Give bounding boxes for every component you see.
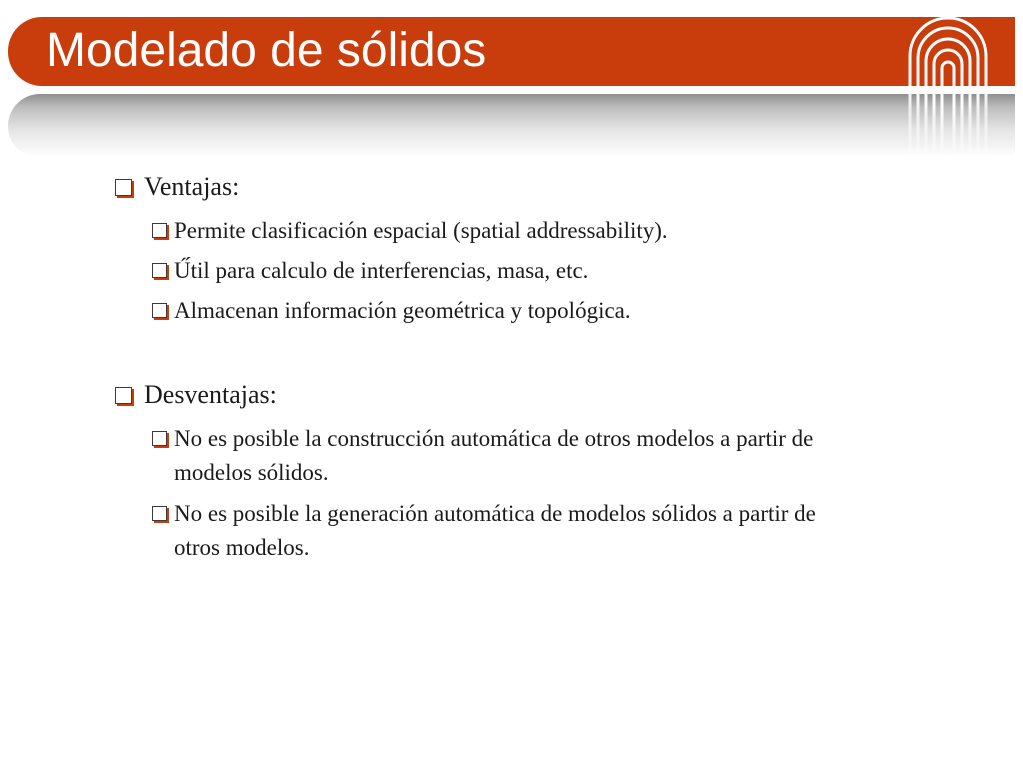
square-bullet-icon [115,387,132,404]
square-bullet-icon [152,431,167,446]
list-item-text: modelos sólidos. [174,460,329,485]
list-item-text: Ú́til para calculo de interferencias, masa, etc. [174,258,589,283]
square-bullet-icon [152,303,167,318]
square-bullet-icon [152,506,167,521]
university-arches-logo [904,14,992,164]
list-item-text: No es posible la generación automática de modelos sólidos a partir de [174,501,816,526]
square-bullet-icon [152,223,167,238]
title-shadow [8,94,1015,158]
square-bullet-icon [152,263,167,278]
square-bullet-icon [115,179,132,196]
list-item-text: Almacenan información geométrica y topológica. [174,298,631,323]
list-item-text: otros modelos. [174,535,310,560]
list-item-text: Permite clasificación espacial (spatial addressability). [174,218,668,243]
list-item-text: No es posible la construcción automática de otros modelos a partir de [174,426,814,451]
slide-title: Modelado de sólidos [46,24,487,77]
section-heading-text: Ventajas: [144,172,240,201]
section-heading-text: Desventajas: [144,380,277,409]
